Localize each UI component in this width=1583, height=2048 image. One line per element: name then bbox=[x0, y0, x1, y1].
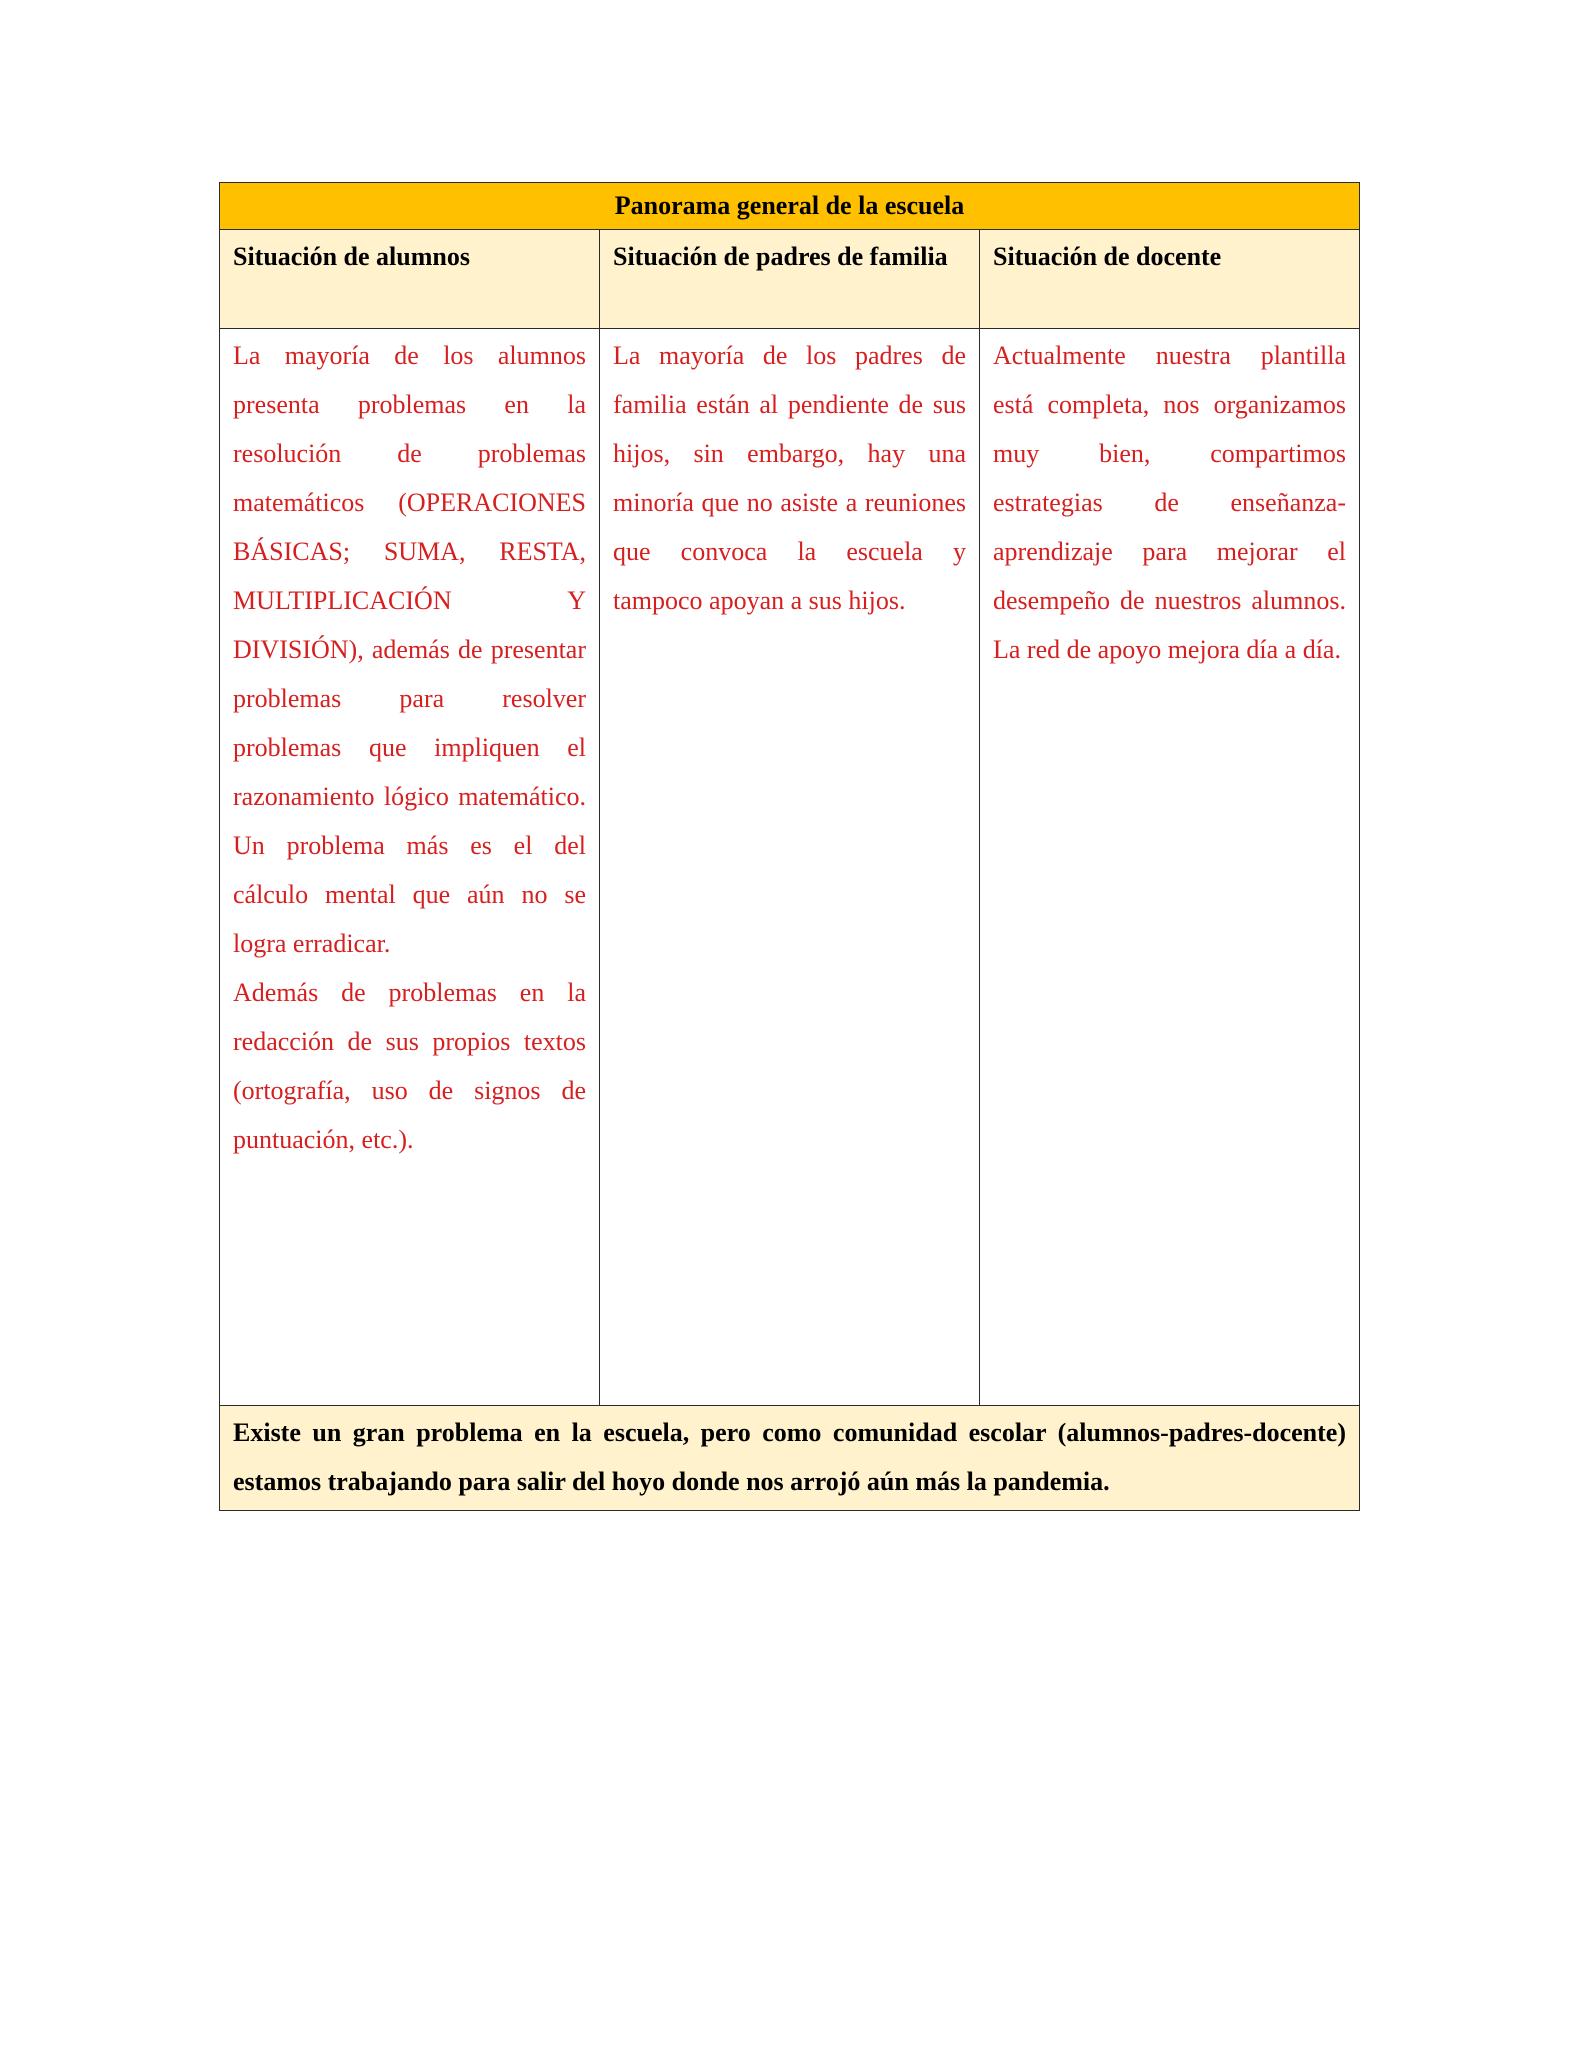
docente-paragraph: Actualmente nuestra plantilla está completa, nos organizamos muy bien, compartimos estrategias de enseñanza-aprendizaje para mejorar el desempeño de nuestros alumnos. La red de apoyo mejora día a día. bbox=[993, 341, 1346, 664]
title-row bbox=[220, 183, 1360, 230]
cell-docente bbox=[980, 329, 1360, 1406]
panorama-table bbox=[219, 182, 1360, 1511]
table-title: Panorama general de la escuela bbox=[220, 183, 1360, 230]
conclusion-text: Existe un gran problema en la escuela, pero como comunidad escolar (alumnos-padres-docente) estamos trabajando para salir del hoyo donde nos arrojó aún más la pandemia. bbox=[220, 1406, 1360, 1511]
cell-alumnos bbox=[220, 329, 600, 1406]
padres-paragraph: La mayoría de los padres de familia están al pendiente de sus hijos, sin embargo, hay una minoría que no asiste a reuniones que convoca la escuela y tampoco apoyan a sus hijos. bbox=[613, 341, 966, 615]
alumnos-paragraph-1: La mayoría de los alumnos presenta problemas en la resolución de problemas matemáticos (OPERACIONES BÁSICAS; SUMA, RESTA, MULTIPLICACIÓN Y DIVISIÓN), además de presentar problemas para resolver problemas que impliquen el razonamiento lógico matemático. Un problema más es el del cálculo mental que aún no se logra erradicar. bbox=[233, 341, 586, 958]
header-padres: Situación de padres de familia bbox=[600, 230, 980, 329]
header-alumnos: Situación de alumnos bbox=[220, 230, 600, 329]
alumnos-paragraph-2: Además de problemas en la redacción de sus propios textos (ortografía, uso de signos de puntuación, etc.). bbox=[233, 978, 586, 1154]
body-row bbox=[220, 329, 1360, 1406]
header-docente: Situación de docente bbox=[980, 230, 1360, 329]
cell-padres bbox=[600, 329, 980, 1406]
header-row bbox=[220, 230, 1360, 329]
conclusion-row bbox=[220, 1406, 1360, 1511]
